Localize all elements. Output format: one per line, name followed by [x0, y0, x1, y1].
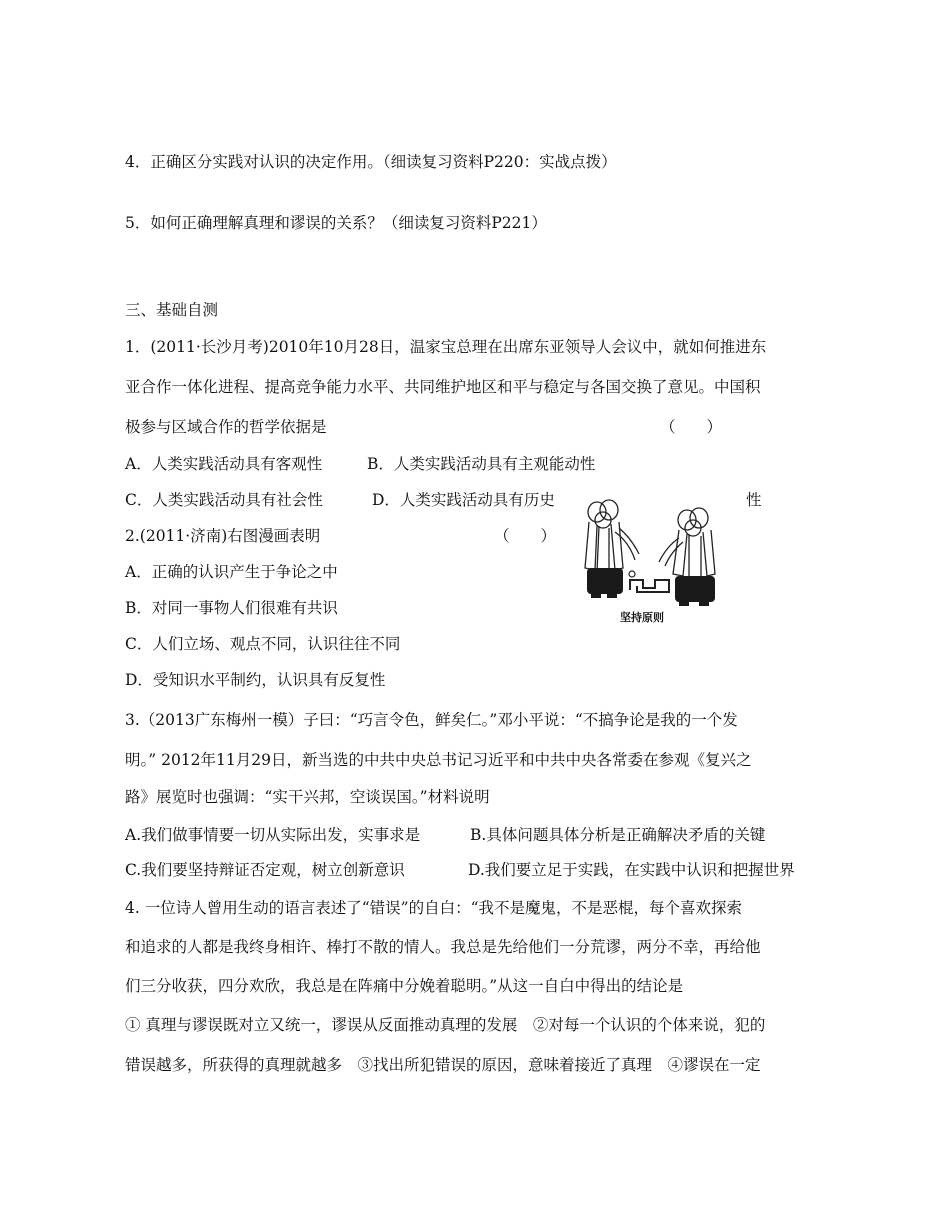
q3-stem-line2: 明。” 2012年11月29日，新当选的中共中央总书记习近平和中共中央各常委在参观《复兴之	[125, 751, 752, 769]
q1-option-b: B．人类实践活动具有主观能动性	[367, 455, 596, 473]
q1-stem-line2: 亚合作一体化进程、提高竞争能力水平、共同维护地区和平与稳定与各国交换了意见。中国积	[125, 378, 761, 396]
q1-option-d: D．人类实践活动具有历史	[372, 491, 555, 509]
q1-stem-line3: 极参与区域合作的哲学依据是	[125, 418, 327, 436]
q3-option-b: B.具体问题具体分析是正确解决矛盾的关键	[470, 826, 766, 844]
q2-option-a: A．正确的认识产生于争论之中	[125, 563, 338, 581]
q3-option-c: C.我们要坚持辩证否定观，树立创新意识	[125, 861, 405, 879]
q2-stem: 2.(2011·济南)右图漫画表明	[125, 527, 321, 545]
q1-stem-line1: 1．(2011·长沙月考)2010年10月28日，温家宝总理在出席东亚领导人会议中，就如何推进东	[125, 338, 767, 356]
cartoon-caption: 坚持原则	[620, 611, 664, 624]
q3-stem-line1: 3.（2013广东梅州一模）子曰：“巧言令色，鲜矣仁。”邓小平说：“不搞争论是我的一个发	[125, 711, 738, 729]
q1-option-c: C．人类实践活动具有社会性	[125, 491, 323, 509]
q2-option-b: B．对同一事物人们很难有共识	[125, 599, 338, 617]
q3-option-d: D.我们要立足于实践，在实践中认识和把握世界	[468, 861, 795, 879]
q4-stem-line2: 和追求的人都是我终身相许、棒打不散的情人。我总是先给他们一分荒谬，两分不幸，再给他	[125, 938, 761, 956]
q3-stem-line3: 路》展览时也强调：“实干兴邦，空谈误国。”材料说明	[125, 788, 490, 806]
cartoon-illustration	[575, 498, 725, 626]
q1-option-d-tail: 性	[746, 491, 762, 509]
q1-answer-paren: （ ）	[660, 418, 723, 436]
q3-option-a: A.我们做事情要一切从实际出发，实事求是	[125, 826, 421, 844]
review-item-5: 5．如何正确理解真理和谬误的关系？（细读复习资料P221）	[125, 214, 547, 232]
q2-answer-paren: （ ）	[494, 527, 557, 545]
q4-stem-line1: 4. 一位诗人曾用生动的语言表述了“错误”的自白：“我不是魔鬼，不是恶棍，每个喜欢探索	[125, 899, 742, 917]
q4-stem-line5: 错误越多，所获得的真理就越多 ③找出所犯错误的原因，意味着接近了真理 ④谬误在一定	[125, 1056, 761, 1074]
q4-stem-line3: 们三分收获，四分欢欣，我总是在阵痛中分娩着聪明。”从这一自白中得出的结论是	[125, 977, 684, 995]
q1-option-a: A．人类实践活动具有客观性	[125, 455, 323, 473]
q2-option-d: D．受知识水平制约，认识具有反复性	[125, 671, 386, 689]
q2-option-c: C．人们立场、观点不同，认识往往不同	[125, 635, 401, 653]
review-item-4: 4．正确区分实践对认识的决定作用。（细读复习资料P220：实战点拨）	[125, 153, 617, 171]
q4-stem-line4: ① 真理与谬误既对立又统一，谬误从反面推动真理的发展 ②对每一个认识的个体来说，犯的	[125, 1016, 766, 1034]
section-heading: 三、基础自测	[125, 301, 219, 319]
